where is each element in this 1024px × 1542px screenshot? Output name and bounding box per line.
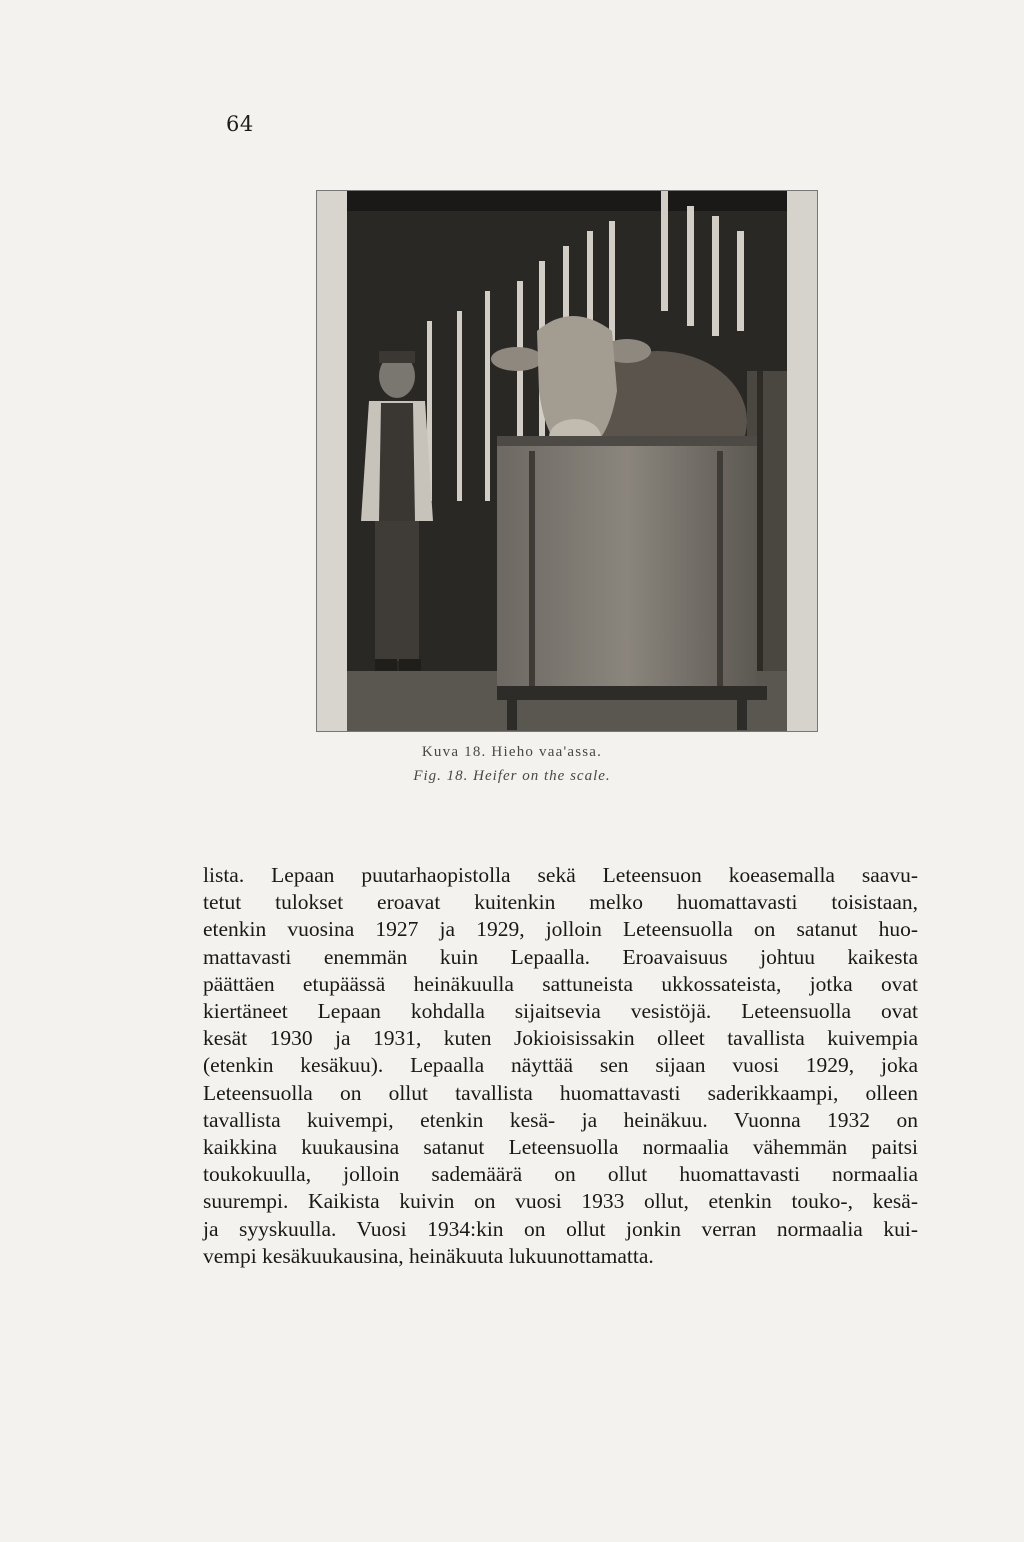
text-line: päättäen etupäässä heinäkuulla sattuneista ukkossateista, jotka ovat [203,971,918,996]
text-line: toukokuulla, jolloin sademäärä on ollut huomattavasti normaalia [203,1162,918,1187]
text-line: etenkin vuosina 1927 ja 1929, jolloin Leteensuolla on satanut huo- [203,917,918,942]
barn-photo-illustration [317,191,817,731]
text-line: ja syyskuulla. Vuosi 1934:kin on ollut jonkin verran normaalia kui- [203,1216,918,1241]
text-line: kaikkina kuukausina satanut Leteensuolla normaalia vähemmän paitsi [203,1135,918,1160]
text-line: suurempi. Kaikista kuivin on vuosi 1933 ollut, etenkin touko-, kesä- [203,1189,918,1214]
text-line: lista. Lepaan puutarhaopistolla sekä Leteensuon koeasemalla saavu- [203,863,918,887]
text-line: kiertäneet Lepaan kohdalla sijaitsevia vesistöjä. Leteensuolla ovat [203,999,918,1024]
text-line: vempi kesäkuukausina, heinäkuuta lukuunottamatta. [203,1243,654,1268]
text-line: mattavasti enemmän kuin Lepaalla. Eroavaisuus johtuu kaikesta [203,944,918,969]
text-line: Leteensuolla on ollut tavallista huomattavasti saderikkaampi, olleen [203,1080,918,1105]
text-line: kesät 1930 ja 1931, kuten Jokioisissakin olleet tavallista kuivempia [203,1026,918,1051]
figure-caption-finnish: Kuva 18. Hieho vaa'assa. [421,744,603,760]
text-line: tavallista kuivempi, etenkin kesä- ja heinäkuu. Vuonna 1932 on [203,1107,918,1132]
heifer-photo [316,190,818,732]
body-paragraph [203,862,918,1270]
figure-caption-english: Fig. 18. Heifer on the scale. [413,768,611,784]
page-number: 64 [226,112,254,136]
text-line: (etenkin kesäkuu). Lepaalla näyttää sen sijaan vuosi 1929, joka [203,1053,918,1078]
text-line: tetut tulokset eroavat kuitenkin melko huomattavasti toisistaan, [203,890,918,915]
